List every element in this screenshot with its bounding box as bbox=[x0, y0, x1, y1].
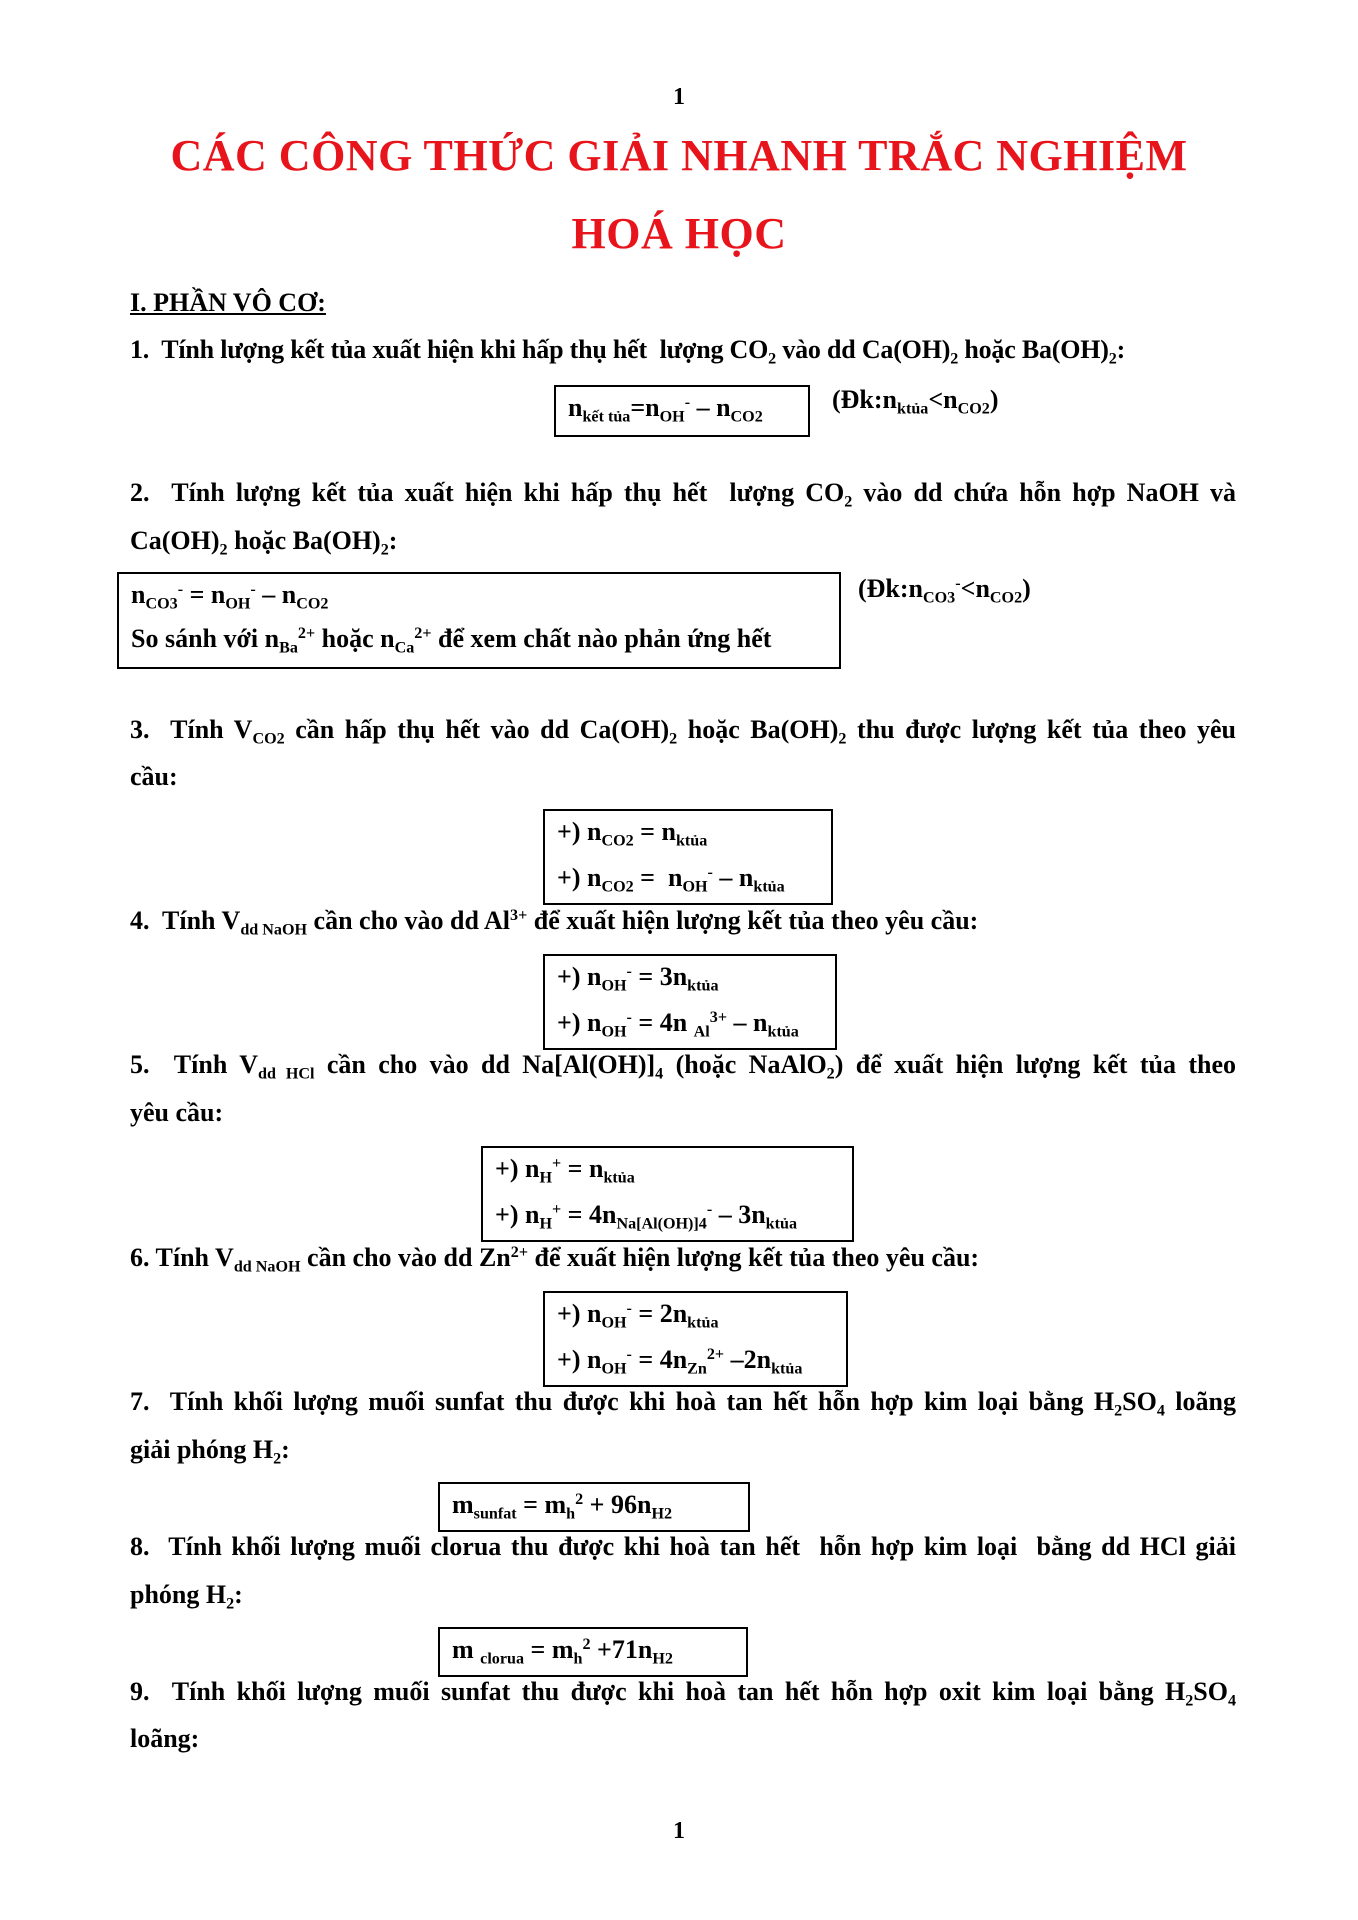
item-5-formula-1: +) $n_H^+ = n_{ktủa}$ bbox=[495, 1154, 635, 1187]
item-1-condition: $(Đk:n_{ktủa}<n_{CO2})$ bbox=[832, 385, 999, 418]
item-4-formula-2: +) $n_{OH}^- = 4n$ $_{Al}^{3+} - n_{ktủa}$ bbox=[557, 1008, 799, 1041]
item-7-formula-box bbox=[438, 1482, 750, 1532]
item-6-formula-box bbox=[543, 1291, 848, 1387]
item-7-text-line1: 7. Tính khối lượng muối sunfat thu được khi hoà tan hết hỗn hợp kim loại bằng $H_2SO_4$ loãng bbox=[130, 1387, 1236, 1420]
item-1-text: 1. Tính lượng kết tủa xuất hiện khi hấp thụ hết lượng $CO_2$ vào dd $Ca(OH)_2$ hoặc $Ba(OH)_2$: bbox=[130, 335, 1126, 368]
item-5-formula-2: +) $n_H^+ = 4n_{Na[Al(OH)]4}^- - 3n_{ktủa}$ bbox=[495, 1200, 797, 1233]
item-7-text-line2: giải phóng $H_2$: bbox=[130, 1435, 290, 1468]
item-6-text: 6. Tính $V_{dd NaOH}$ cần cho vào dd $Zn^{2+}$ để xuất hiện lượng kết tủa theo yêu cầu: bbox=[130, 1243, 980, 1276]
item-3-formula-1: +) $n_{CO2} = n_{ktủa}$ bbox=[557, 817, 708, 850]
item-9-text-line1: 9. Tính khối lượng muối sunfat thu được khi hoà tan hết hỗn hợp oxit kim loại bằng $H_2SO_4$ bbox=[130, 1677, 1236, 1710]
item-6-formula-2: +) $n_{OH}^- = 4n_{Zn}^{2+}$ $-2n_{ktủa}$ bbox=[557, 1345, 803, 1378]
item-5-formula-box bbox=[481, 1146, 854, 1242]
item-8-formula-box bbox=[438, 1627, 748, 1677]
item-1-formula: $n_{kết tủa}=n_{OH}^- - n_{CO2}$ bbox=[568, 393, 763, 426]
item-3-formula-2: +) $n_{CO2} = n_{OH}^- - n_{ktủa}$ bbox=[557, 863, 785, 896]
page-number-top: 1 bbox=[673, 84, 685, 110]
item-6-formula-1: +) $n_{OH}^- = 2n_{ktủa}$ bbox=[557, 1299, 719, 1332]
item-2-formula-1: $n_{CO3}^- = n_{OH}^- - n_{CO2}$ bbox=[131, 580, 329, 613]
section-heading: I. PHẦN VÔ CƠ: bbox=[130, 288, 326, 317]
item-4-text: 4. Tính $V_{dd NaOH}$ cần cho vào dd $Al^{3+}$ để xuất hiện lượng kết tủa theo yêu cầu: bbox=[130, 906, 979, 939]
item-2-text-line2: $Ca(OH)_2$ hoặc $Ba(OH)_2$: bbox=[130, 526, 398, 559]
item-9-text-line2: loãng: bbox=[130, 1724, 200, 1753]
item-5-text-line1: 5. Tính $V_{dd HCl}$ cần cho vào dd $Na[Al(OH)]_4$ (hoặc NaAlO$_2$) để xuất hiện lượng kết tủa theo bbox=[130, 1050, 1237, 1083]
item-3-formula-box bbox=[543, 809, 833, 905]
item-8-text-line1: 8. Tính khối lượng muối clorua thu được khi hoà tan hết hỗn hợp kim loại bằng dd HCl giải bbox=[130, 1532, 1236, 1561]
item-2-text-line1: 2. Tính lượng kết tủa xuất hiện khi hấp thụ hết lượng $CO_2$ vào dd chứa hỗn hợp NaOH và bbox=[130, 478, 1236, 511]
page-title: CÁC CÔNG THỨC GIẢI NHANH TRẮC NGHIỆM bbox=[170, 131, 1188, 180]
item-2-condition: $(Đk:n_{CO3}^-<n_{CO2})$ bbox=[858, 574, 1031, 607]
item-4-formula-box bbox=[543, 954, 837, 1050]
item-8-formula: m $_{clorua} = m_h^2 +71n_{H2}$ bbox=[452, 1635, 673, 1668]
item-1-formula-box bbox=[554, 385, 810, 437]
item-7-formula: $m_{sunfat} = m_h^2 + 96n_{H2}$ bbox=[452, 1490, 673, 1523]
item-3-text-line2: cầu: bbox=[130, 762, 178, 791]
item-4-formula-1: +) $n_{OH}^- = 3n_{ktủa}$ bbox=[557, 962, 719, 995]
item-3-text-line1: 3. Tính $V_{CO2}$ cần hấp thụ hết vào dd $Ca(OH)_2$ hoặc $Ba(OH)_2$ thu được lượng kết tủa theo yêu bbox=[130, 715, 1237, 748]
item-2-formula-2: So sánh với $n_{Ba}^{2+}$ hoặc $n_{Ca}^{2+}$ để xem chất nào phản ứng hết bbox=[131, 624, 772, 657]
item-2-formula-box bbox=[117, 572, 841, 669]
item-5-text-line2: yêu cầu: bbox=[130, 1098, 224, 1127]
page-number-bottom: 1 bbox=[673, 1818, 685, 1844]
item-8-text-line2: phóng $H_2$: bbox=[130, 1580, 243, 1613]
page-title-line2: HOÁ HỌC bbox=[571, 209, 787, 258]
